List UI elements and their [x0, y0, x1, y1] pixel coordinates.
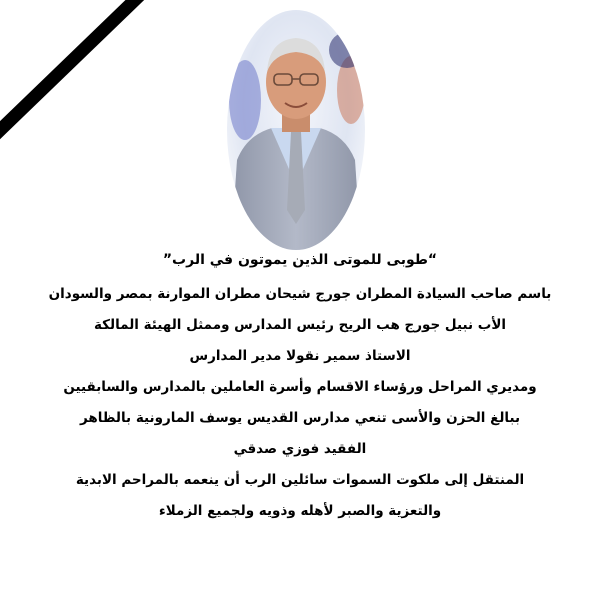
- obituary-line-4: ومديري المراحل ورؤساء الاقسام وأسرة العاملين بالمدارس والسابقيين: [63, 379, 537, 395]
- deceased-name: الفقيد فوزي صدقي: [233, 441, 367, 457]
- obituary-line-8: والتعزية والصبر لأهله وذويه ولجميع الزملاء: [158, 503, 442, 519]
- obituary-line-2: الأب نبيل جورج هب الريح رئيس المدارس وممثل الهيئة المالكة: [93, 317, 507, 333]
- scripture-verse: “طوبى للموتى الذين يموتون في الرب”: [162, 252, 438, 268]
- obituary-line-7: المنتقل إلى ملكوت السموات سائلين الرب أن ينعمه بالمراحم الابدية: [75, 472, 525, 488]
- obituary-text: [20, 250, 580, 532]
- portrait-photo: [227, 10, 365, 250]
- obituary-line-3: الاستاذ سمير نقولا مدير المدارس: [189, 348, 411, 364]
- obituary-line-5: ببالغ الحزن والأسى تنعي مدارس القديس يوسف المارونية بالظاهر: [79, 410, 521, 426]
- obituary-line-1: باسم صاحب السيادة المطران جورج شيحان مطران الموارنة بمصر والسودان: [48, 286, 552, 302]
